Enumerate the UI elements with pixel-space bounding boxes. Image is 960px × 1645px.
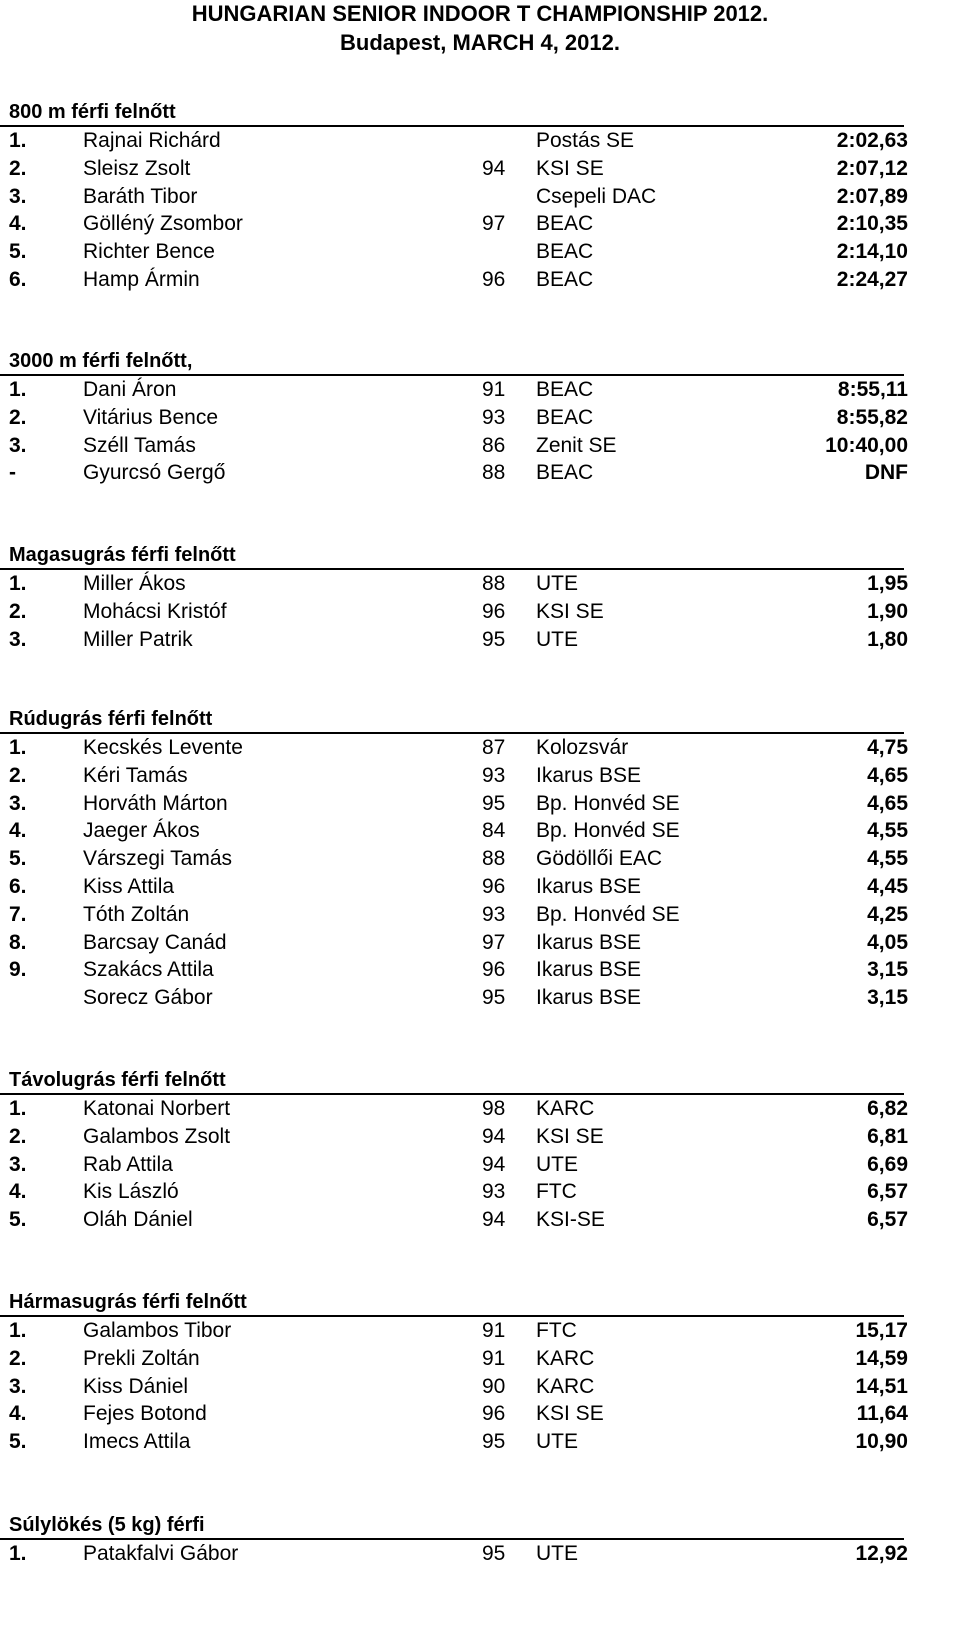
- birth-year: 86: [482, 434, 506, 457]
- club-name: Ikarus BSE: [536, 931, 642, 954]
- result-value: 6,57: [867, 1180, 908, 1203]
- section-title: Távolugrás férfi felnőtt: [9, 1069, 226, 1091]
- result-value: 4,75: [867, 736, 908, 759]
- result-row: [0, 266, 960, 294]
- result-value: 4,65: [867, 792, 908, 815]
- birth-year: 88: [482, 847, 506, 870]
- club-name: Kolozsvár: [536, 736, 629, 759]
- athlete-name: Rab Attila: [83, 1153, 173, 1176]
- rank-cell: 5.: [9, 847, 27, 870]
- club-name: KARC: [536, 1375, 595, 1398]
- birth-year: 95: [482, 792, 506, 815]
- result-value: 3,15: [867, 958, 908, 981]
- result-value: 6,57: [867, 1208, 908, 1231]
- rank-cell: 3.: [9, 628, 27, 651]
- athlete-name: Galambos Tibor: [83, 1319, 232, 1342]
- athlete-name: Dani Áron: [83, 378, 177, 401]
- athlete-name: Kis László: [83, 1180, 179, 1203]
- rank-cell: 4.: [9, 212, 27, 235]
- section-title: Súlylökés (5 kg) férfi: [9, 1514, 205, 1536]
- result-value: 6,81: [867, 1125, 908, 1148]
- club-name: BEAC: [536, 212, 594, 235]
- club-name: Csepeli DAC: [536, 185, 657, 208]
- athlete-name: Katonai Norbert: [83, 1097, 231, 1120]
- club-name: Bp. Honvéd SE: [536, 903, 680, 926]
- result-row: [0, 626, 960, 654]
- birth-year: 93: [482, 903, 506, 926]
- result-value: 4,45: [867, 875, 908, 898]
- result-row: [0, 1317, 960, 1345]
- result-value: DNF: [864, 461, 908, 484]
- result-row: [0, 845, 960, 873]
- rank-cell: 6.: [9, 268, 27, 291]
- athlete-name: Vitárius Bence: [83, 406, 219, 429]
- result-row: [0, 929, 960, 957]
- birth-year: 87: [482, 736, 506, 759]
- birth-year: 96: [482, 1402, 506, 1425]
- club-name: UTE: [536, 572, 578, 595]
- rank-cell: 4.: [9, 1180, 27, 1203]
- result-value: 8:55,11: [837, 378, 908, 401]
- birth-year: 93: [482, 764, 506, 787]
- club-name: KSI SE: [536, 157, 604, 180]
- rank-cell: 5.: [9, 1430, 27, 1453]
- athlete-name: Fejes Botond: [83, 1402, 207, 1425]
- result-row: [0, 1178, 960, 1206]
- birth-year: 94: [482, 1125, 506, 1148]
- result-row: [0, 1123, 960, 1151]
- result-row: [0, 570, 960, 598]
- rank-cell: 1.: [9, 736, 27, 759]
- result-row: [0, 762, 960, 790]
- result-row: [0, 598, 960, 626]
- rank-cell: 8.: [9, 931, 27, 954]
- athlete-name: Imecs Attila: [83, 1430, 191, 1453]
- rank-cell: 4.: [9, 1402, 27, 1425]
- birth-year: 94: [482, 157, 506, 180]
- club-name: Bp. Honvéd SE: [536, 792, 680, 815]
- athlete-name: Kéri Tamás: [83, 764, 188, 787]
- birth-year: 96: [482, 958, 506, 981]
- birth-year: 91: [482, 1347, 506, 1370]
- result-value: 2:24,27: [836, 268, 908, 291]
- club-name: BEAC: [536, 461, 594, 484]
- birth-year: 96: [482, 600, 506, 623]
- birth-year: 95: [482, 986, 506, 1009]
- result-row: [0, 432, 960, 460]
- birth-year: 95: [482, 1542, 506, 1565]
- result-row: [0, 1095, 960, 1123]
- athlete-name: Kiss Dániel: [83, 1375, 189, 1398]
- birth-year: 95: [482, 1430, 506, 1453]
- athlete-name: Sorecz Gábor: [83, 986, 213, 1009]
- result-value: 12,92: [855, 1542, 908, 1565]
- birth-year: 88: [482, 572, 506, 595]
- club-name: BEAC: [536, 240, 594, 263]
- result-value: 8:55,82: [836, 406, 908, 429]
- rank-cell: 3.: [9, 434, 27, 457]
- rank-cell: 1.: [9, 129, 27, 152]
- result-value: 3,15: [867, 986, 908, 1009]
- result-row: [0, 459, 960, 487]
- result-value: 4,55: [867, 819, 908, 842]
- club-name: FTC: [536, 1180, 577, 1203]
- rank-cell: 2.: [9, 1347, 27, 1370]
- result-value: 1,80: [867, 628, 908, 651]
- result-row: [0, 734, 960, 762]
- rank-cell: 3.: [9, 792, 27, 815]
- document-subtitle: Budapest, MARCH 4, 2012.: [340, 30, 620, 55]
- rank-cell: 2.: [9, 1125, 27, 1148]
- athlete-name: Patakfalvi Gábor: [83, 1542, 239, 1565]
- club-name: Postás SE: [536, 129, 635, 152]
- rank-cell: 2.: [9, 600, 27, 623]
- birth-year: 93: [482, 1180, 506, 1203]
- birth-year: 95: [482, 628, 506, 651]
- birth-year: 90: [482, 1375, 506, 1398]
- rank-cell: 1.: [9, 378, 27, 401]
- result-row: [0, 1206, 960, 1234]
- result-row: [0, 1428, 960, 1456]
- club-name: FTC: [536, 1319, 577, 1342]
- result-row: [0, 873, 960, 901]
- rank-cell: 7.: [9, 903, 27, 926]
- result-value: 11,64: [856, 1402, 908, 1425]
- rank-cell: 1.: [9, 1097, 27, 1120]
- athlete-name: Rajnai Richárd: [83, 129, 221, 152]
- rank-cell: 2.: [9, 157, 27, 180]
- result-value: 2:02,63: [836, 129, 908, 152]
- result-row: [0, 901, 960, 929]
- birth-year: 88: [482, 461, 506, 484]
- rank-cell: 5.: [9, 240, 27, 263]
- result-value: 10,90: [855, 1430, 908, 1453]
- result-value: 2:07,89: [836, 185, 908, 208]
- club-name: KARC: [536, 1347, 595, 1370]
- club-name: BEAC: [536, 378, 594, 401]
- club-name: Ikarus BSE: [536, 875, 642, 898]
- athlete-name: Széll Tamás: [83, 434, 196, 457]
- section-title: Rúdugrás férfi felnőtt: [9, 708, 213, 730]
- birth-year: 94: [482, 1153, 506, 1176]
- rank-cell: -: [9, 461, 16, 484]
- result-row: [0, 984, 960, 1012]
- rank-cell: 2.: [9, 764, 27, 787]
- athlete-name: Miller Patrik: [83, 628, 193, 651]
- club-name: Bp. Honvéd SE: [536, 819, 680, 842]
- club-name: Ikarus BSE: [536, 986, 642, 1009]
- birth-year: 84: [482, 819, 506, 842]
- rank-cell: 1.: [9, 572, 27, 595]
- athlete-name: Tóth Zoltán: [83, 903, 190, 926]
- birth-year: 96: [482, 875, 506, 898]
- result-value: 1,90: [867, 600, 908, 623]
- result-value: 2:10,35: [836, 212, 908, 235]
- birth-year: 97: [482, 212, 506, 235]
- result-value: 4,55: [867, 847, 908, 870]
- club-name: UTE: [536, 1153, 578, 1176]
- section-title: 800 m férfi felnőtt: [9, 101, 176, 123]
- result-row: [0, 155, 960, 183]
- birth-year: 97: [482, 931, 506, 954]
- result-value: 10:40,00: [825, 434, 908, 457]
- birth-year: 91: [482, 378, 506, 401]
- club-name: UTE: [536, 628, 578, 651]
- result-row: [0, 210, 960, 238]
- rank-cell: 1.: [9, 1319, 27, 1342]
- club-name: KSI SE: [536, 1125, 604, 1148]
- birth-year: 98: [482, 1097, 506, 1120]
- athlete-name: Kiss Attila: [83, 875, 175, 898]
- club-name: UTE: [536, 1430, 578, 1453]
- rank-cell: 3.: [9, 185, 27, 208]
- athlete-name: Galambos Zsolt: [83, 1125, 231, 1148]
- section-title: Magasugrás férfi felnőtt: [9, 544, 236, 566]
- rank-cell: 9.: [9, 958, 27, 981]
- club-name: KSI-SE: [536, 1208, 605, 1231]
- rank-cell: 3.: [9, 1375, 27, 1398]
- result-value: 4,25: [867, 903, 908, 926]
- result-value: 6,69: [867, 1153, 908, 1176]
- result-row: [0, 956, 960, 984]
- section-title: 3000 m férfi felnőtt,: [9, 350, 193, 372]
- birth-year: 94: [482, 1208, 506, 1231]
- club-name: KSI SE: [536, 600, 604, 623]
- athlete-name: Richter Bence: [83, 240, 215, 263]
- result-value: 15,17: [855, 1319, 908, 1342]
- rank-cell: 6.: [9, 875, 27, 898]
- result-row: [0, 238, 960, 266]
- athlete-name: Várszegi Tamás: [83, 847, 233, 870]
- result-value: 14,59: [855, 1347, 908, 1370]
- result-value: 4,05: [867, 931, 908, 954]
- club-name: BEAC: [536, 268, 594, 291]
- rank-cell: 1.: [9, 1542, 27, 1565]
- athlete-name: Miller Ákos: [83, 572, 186, 595]
- rank-cell: 3.: [9, 1153, 27, 1176]
- athlete-name: Jaeger Ákos: [83, 819, 200, 842]
- club-name: BEAC: [536, 406, 594, 429]
- rank-cell: 2.: [9, 406, 27, 429]
- result-row: [0, 404, 960, 432]
- result-row: [0, 1400, 960, 1428]
- birth-year: 91: [482, 1319, 506, 1342]
- athlete-name: Szakács Attila: [83, 958, 214, 981]
- section-title: Hármasugrás férfi felnőtt: [9, 1291, 247, 1313]
- club-name: Ikarus BSE: [536, 958, 642, 981]
- result-row: [0, 376, 960, 404]
- athlete-name: Barcsay Canád: [83, 931, 227, 954]
- club-name: Zenit SE: [536, 434, 617, 457]
- result-row: [0, 817, 960, 845]
- result-row: [0, 1151, 960, 1179]
- result-row: [0, 1540, 960, 1568]
- club-name: UTE: [536, 1542, 578, 1565]
- result-value: 6,82: [867, 1097, 908, 1120]
- result-value: 2:14,10: [836, 240, 908, 263]
- athlete-name: Kecskés Levente: [83, 736, 243, 759]
- result-row: [0, 1345, 960, 1373]
- athlete-name: Baráth Tibor: [83, 185, 198, 208]
- athlete-name: Oláh Dániel: [83, 1208, 193, 1231]
- athlete-name: Horváth Márton: [83, 792, 228, 815]
- result-value: 1,95: [867, 572, 908, 595]
- club-name: Gödöllői EAC: [536, 847, 663, 870]
- athlete-name: Gölléný Zsombor: [83, 212, 243, 235]
- birth-year: 93: [482, 406, 506, 429]
- athlete-name: Sleisz Zsolt: [83, 157, 191, 180]
- athlete-name: Hamp Ármin: [83, 268, 200, 291]
- birth-year: 96: [482, 268, 506, 291]
- athlete-name: Mohácsi Kristóf: [83, 600, 227, 623]
- result-value: 2:07,12: [836, 157, 908, 180]
- result-row: [0, 790, 960, 818]
- result-row: [0, 1373, 960, 1401]
- result-row: [0, 127, 960, 155]
- result-row: [0, 183, 960, 211]
- rank-cell: 5.: [9, 1208, 27, 1231]
- document-title: HUNGARIAN SENIOR INDOOR T CHAMPIONSHIP 2012.: [191, 1, 769, 26]
- athlete-name: Gyurcsó Gergő: [83, 461, 226, 484]
- rank-cell: 4.: [9, 819, 27, 842]
- athlete-name: Prekli Zoltán: [83, 1347, 200, 1370]
- club-name: KARC: [536, 1097, 595, 1120]
- result-value: 4,65: [867, 764, 908, 787]
- club-name: KSI SE: [536, 1402, 604, 1425]
- club-name: Ikarus BSE: [536, 764, 642, 787]
- result-value: 14,51: [855, 1375, 908, 1398]
